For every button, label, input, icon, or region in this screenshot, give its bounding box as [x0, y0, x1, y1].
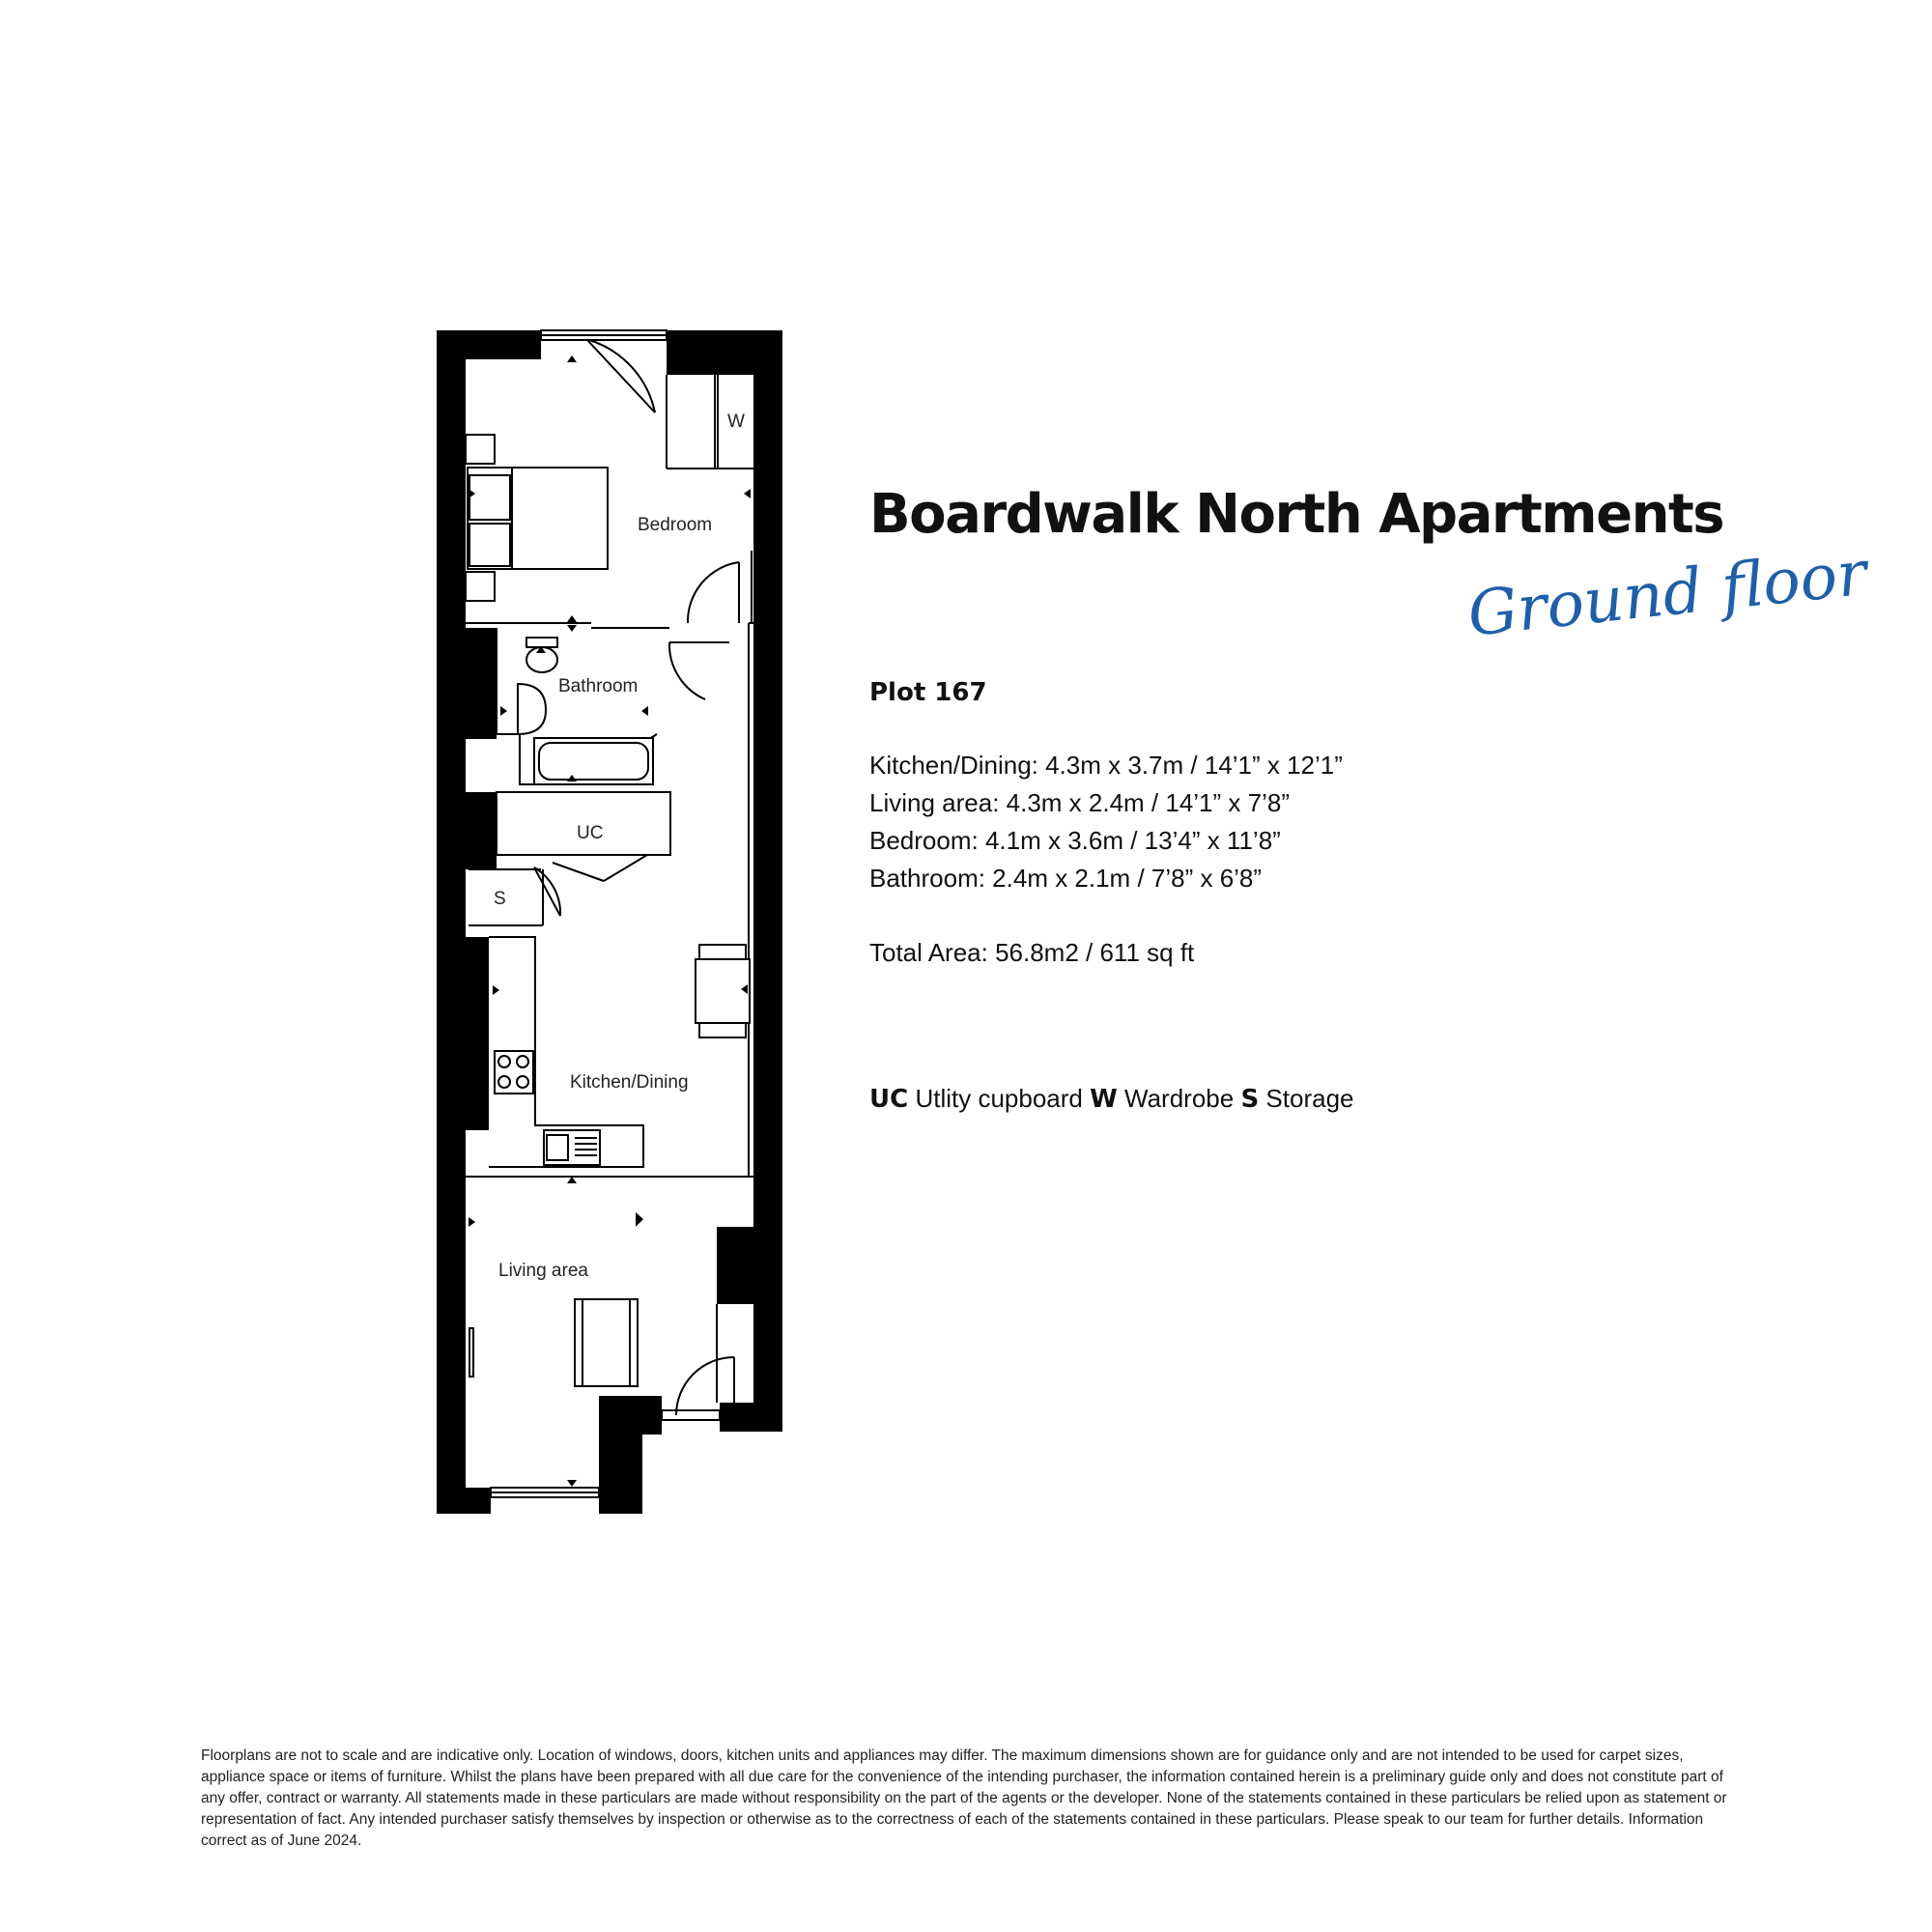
dimension-bathroom: Bathroom: 2.4m x 2.1m / 7’8” x 6’8” [869, 864, 1263, 893]
label-bathroom: Bathroom [558, 676, 639, 696]
legend-code-w: W [1090, 1085, 1118, 1114]
label-wardrobe: W [727, 412, 745, 432]
room-dimensions-list [869, 747, 1343, 897]
label-utility-cupboard: UC [577, 823, 604, 843]
legend-label-uc: Utlity cupboard [915, 1084, 1083, 1113]
page-title: Boardwalk North Apartments [869, 483, 1724, 546]
label-kitchen-dining: Kitchen/Dining [570, 1072, 689, 1093]
legend-label-s: Storage [1265, 1084, 1354, 1113]
dimension-living-area: Living area: 4.3m x 2.4m / 14’1” x 7’8” [869, 788, 1290, 817]
dimension-kitchen-dining: Kitchen/Dining: 4.3m x 3.7m / 14’1” x 12’1” [869, 751, 1343, 780]
floor-subtitle: Ground floor [1464, 537, 1870, 651]
bedroom-furniture [466, 435, 608, 601]
living-furniture [575, 1299, 638, 1386]
bathroom-fixtures [518, 638, 653, 784]
legend-code-s: S [1240, 1085, 1260, 1114]
label-living-area: Living area [498, 1261, 588, 1281]
legend-label-w: Wardrobe [1124, 1084, 1235, 1113]
kitchen-furniture [495, 945, 750, 1165]
disclaimer: Floorplans are not to scale and are indicative only. Location of windows, doors, kitchen units and appliances may differ. The maximum dimensions shown are for guidance only and are not intended to be used for carpet sizes, appliance space or items of furniture. Whilst the plans have been prepared with all due care for the convenience of the intending purchaser, the information contained herein is a preliminary guide only and does not constitute part of any offer, contract or warranty. All statements made in these particulars are made without responsibility on the part of the agents or the developer. None of the statements contained in these particulars be relied upon as statement or representation of fact. Any intended purchaser satisfy themselves by inspection or otherwise as to the correctness of each of the statements contained in these particulars. Please speak to our team for further details. Information correct as of June 2024. [201, 1747, 1727, 1849]
plot-number: Plot 167 [869, 678, 987, 707]
dimension-bedroom: Bedroom: 4.1m x 3.6m / 13’4” x 11’8” [869, 826, 1281, 855]
label-storage: S [494, 889, 506, 909]
total-area: Total Area: 56.8m2 / 611 sq ft [869, 938, 1195, 967]
legend-code-uc: UC [869, 1085, 909, 1114]
label-bedroom: Bedroom [638, 515, 713, 535]
legend [869, 1084, 1354, 1114]
